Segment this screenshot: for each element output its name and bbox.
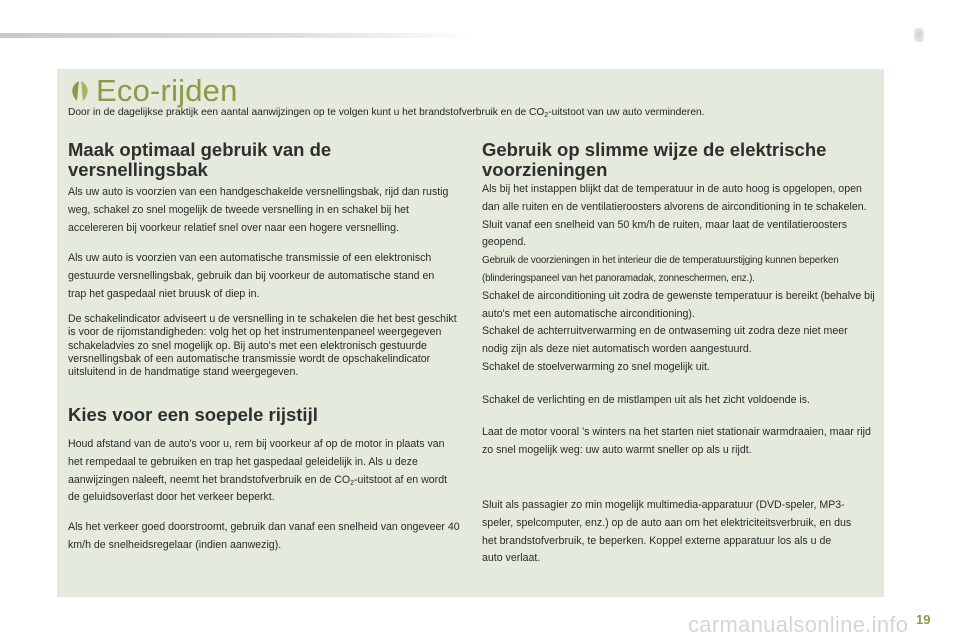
heading-electrical: Gebruik op slimme wijze de elektrische voorzieningen: [482, 139, 827, 180]
climate-line-airco: Schakel de airconditioning uit zodra de gewenste temperatuur is bereikt (behalve bij auto's met een automatische airconditioning).: [482, 289, 875, 320]
leaf-icon: [68, 80, 92, 102]
paragraph-warm-up: Laat de motor vooral 's winters na het starten niet stationair warmdraaien, maar rijd zo snel mogelijk weg: uw auto warmt sneller op als u rijdt.: [482, 426, 871, 456]
climate-line-sunblinds: Gebruik de voorzieningen in het interieur die de temperatuurstijging kunnen beperken (blinderingspaneel van het panoramadak, zonneschermen, enz.).: [482, 255, 839, 284]
header-bar: [0, 33, 480, 38]
watermark: carmanualsonline.info: [688, 612, 909, 637]
climate-line-windows-open: Als bij het instappen blijkt dat de temperatuur in de auto hoog is opgelopen, open dan alle ruiten en de ventilatieroosters alvorens de airconditioning in te schakelen.: [482, 183, 867, 213]
paragraph-manual-gearbox: Als uw auto is voorzien van een handgeschakelde versnellingsbak, rijd dan rustig weg, schakel zo snel mogelijk de tweede versnelling in en schakel bij het accelereren bij voorkeur relatief snel over naar een hogere versnelling.: [68, 186, 449, 234]
paragraph-automatic-gearbox: Als uw auto is voorzien van een automatische transmissie of een elektronisch gestuurde versnellingsbak, gebruik dan bij voorkeur de automatische stand en trap het gaspedaal niet bruusk of diep in.: [68, 252, 435, 300]
climate-line-seat-heating: Schakel de stoelverwarming zo snel mogelijk uit.: [482, 360, 710, 373]
corner-mark: [914, 28, 924, 42]
paragraph-climate: [482, 181, 876, 377]
heading-driving-style: Kies voor een soepele rijstijl: [68, 404, 318, 425]
paragraph-smooth-driving: Houd afstand van de auto's voor u, rem bij voorkeur af op de motor in plaats van het rempedaal te gebruiken en trap het gaspedaal geleidelijk in. Als u deze aanwijzingen naleeft, neemt het brandstofverbruik en de $CO_2$-uitstoot af en wordt de geluidsoverlast door het verkeer beperkt.: [68, 438, 448, 504]
paragraph-lights: Schakel de verlichting en de mistlampen uit als het zicht voldoende is.: [482, 394, 810, 406]
page-title: Eco-rijden: [96, 73, 238, 108]
intro-text: Door in de dagelijkse praktijk een aantal aanwijzingen op te volgen kunt u het brandstofverbruik en de $CO_2$-uitstoot van uw auto verminderen.: [68, 107, 705, 119]
paragraph-shift-indicator: De schakelindicator adviseert u de versnelling in te schakelen die het best geschikt is voor de rijomstandigheden: volg het op het instrumentenpaneel weergegeven schakeladvies zo snel mogelijk op. Bij auto's met een elektronisch gestuurde versnellingsbak of een automatische transmissie wordt de opschakelindicator uitsluitend in de handmatige stand weergegeven.: [68, 313, 457, 379]
climate-line-defrost: Schakel de achterruitverwarming en de ontwaseming uit zodra deze niet meer nodig zijn als deze niet automatisch worden aangestuurd.: [482, 325, 848, 356]
climate-line-windows-close: Sluit vanaf een snelheid van 50 km/h de ruiten, maar laat de ventilatieroosters geopend.: [482, 218, 848, 249]
paragraph-multimedia: Sluit als passagier zo min mogelijk multimedia-apparatuur (DVD-speler, MP3-speler, spelcomputer, enz.) op de auto aan om het elektriciteitsverbruik, en dus het brandstofverbruik, te beperken. Koppel externe apparatuur los als u de auto verlaat.: [482, 499, 852, 565]
heading-gearbox: Maak optimaal gebruik van de versnellingsbak: [68, 139, 332, 180]
paragraph-cruise-control: Als het verkeer goed doorstroomt, gebruik dan vanaf een snelheid van ongeveer 40 km/h de snelheidsregelaar (indien aanwezig).: [68, 521, 460, 551]
page-number: 19: [916, 612, 931, 627]
